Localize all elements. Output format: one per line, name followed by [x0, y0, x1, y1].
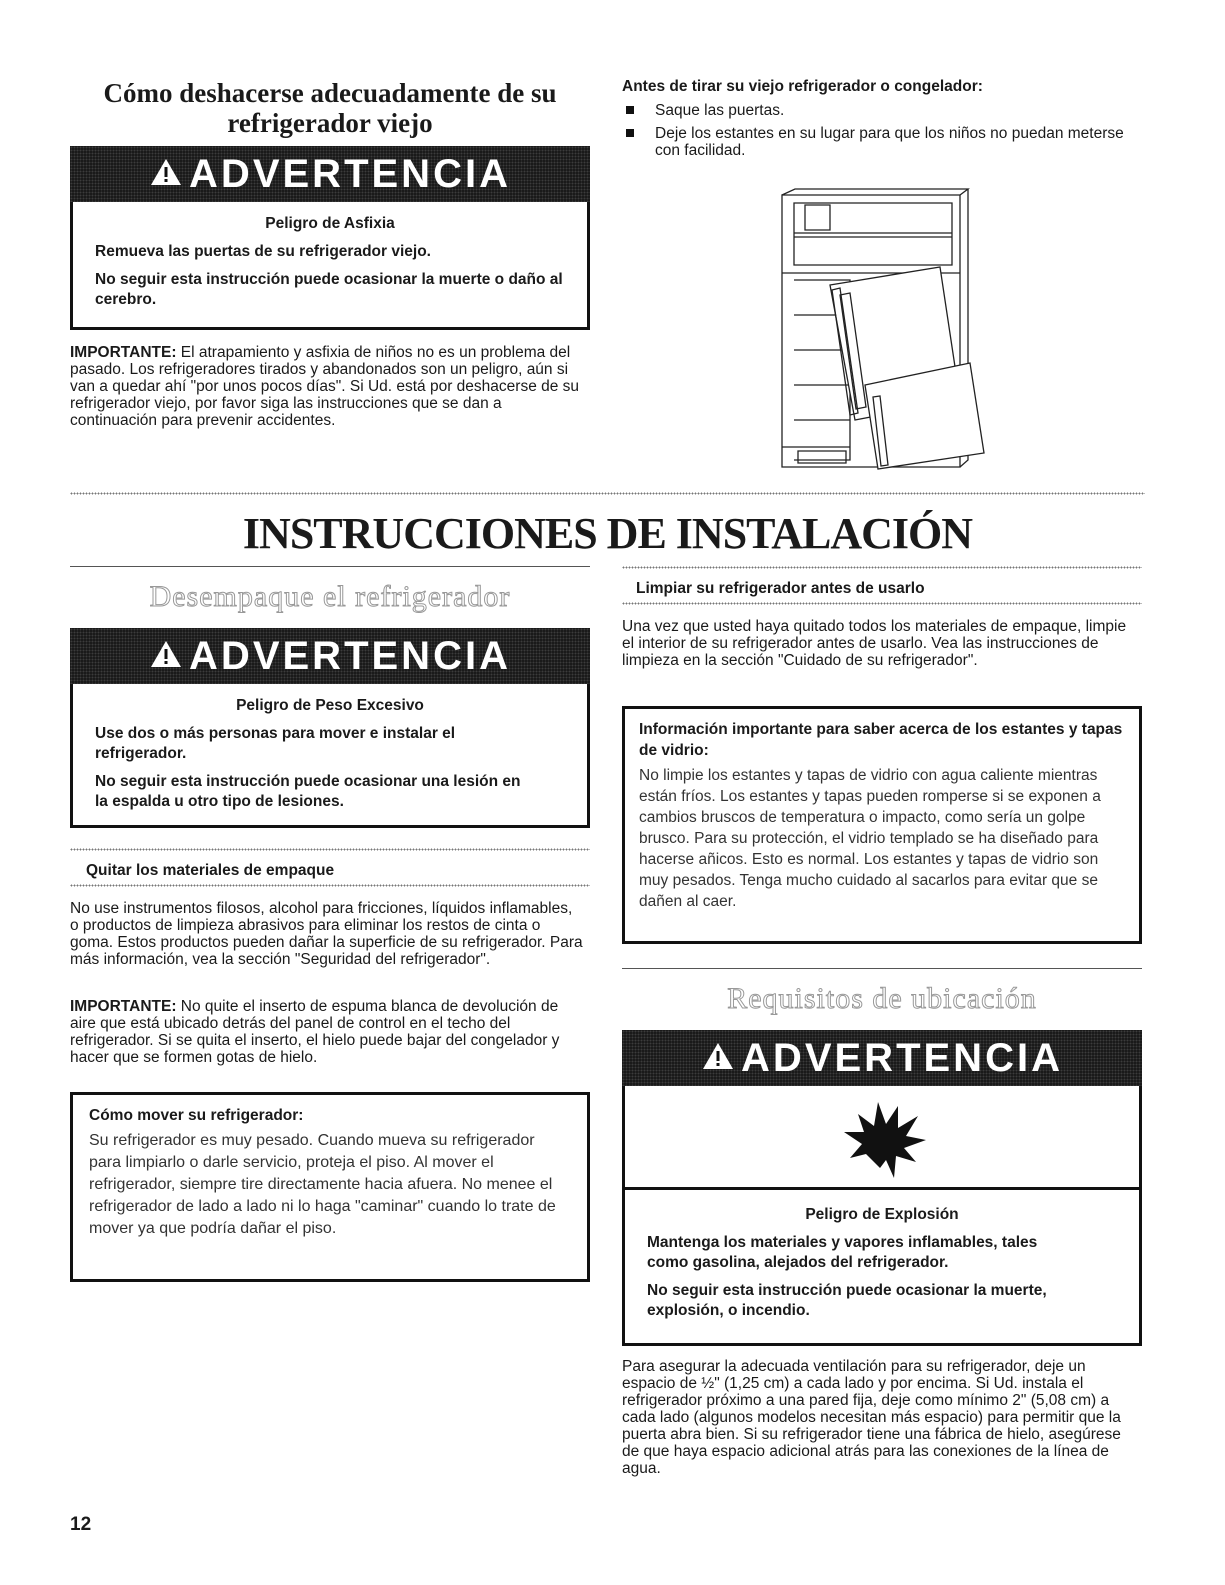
explosion-warning-box [622, 1030, 1142, 1346]
hazard-title: Peligro de Explosión [805, 1206, 959, 1223]
location-section-rule [622, 968, 1142, 969]
explosion-symbol-area [625, 1086, 1139, 1190]
bullet-item: Saque las puertas. [622, 102, 1132, 119]
important-text: No quite el inserto de espuma blanca de devolución de aire que está ubicado detrás del panel de control en el techo del refrigerador. Si se quita el inserto, el hielo puede bajar del congelador y hacer que se formen gotas de hielo. [70, 998, 560, 1066]
warning-banner [70, 628, 590, 684]
warning-line-1: Remueva las puertas de su refrigerador viejo. [95, 243, 431, 260]
warning-triangle-icon [701, 1041, 735, 1071]
packaging-paragraph: No use instrumentos filosos, alcohol para fricciones, líquidos inflamables, o productos de limpieza abrasivos para eliminar los restos de cinta o goma. Estos productos pueden dañar la superficie de su refrigerador. Para más información, vea la sección "Seguridad del refrigerador". [70, 900, 583, 968]
before-disposal-list [622, 102, 1132, 165]
before-disposal-heading: Antes de tirar su viejo refrigerador o congelador: [622, 78, 983, 95]
warning-banner-text: ADVERTENCIA [189, 152, 511, 196]
warning-line-2: No seguir esta instrucción puede ocasionar la muerte o daño al cerebro. [95, 271, 563, 308]
refrigerator-doors-removed-illustration [770, 185, 990, 475]
packaging-rule-top [70, 848, 590, 851]
clean-paragraph: Una vez que usted haya quitado todos los materiales de empaque, limpie el interior de su refrigerador antes de usarlo. Vea las instrucciones de limpieza en la sección "Cuidado de su refrigerador". [622, 618, 1127, 669]
bullet-item: Deje los estantes en su lugar para que los niños no puedan meterse con facilidad. [622, 125, 1132, 159]
warning-body [73, 202, 587, 327]
warning-banner-text: ADVERTENCIA [741, 1036, 1063, 1080]
clean-rule-top [622, 566, 1142, 569]
warning-body [625, 1193, 1139, 1343]
foam-insert-paragraph [70, 998, 585, 1066]
warning-line-1: Mantenga los materiales y vapores inflamables, tales como gasolina, alejados del refrigerador. [647, 1234, 1038, 1271]
moving-refrigerator-box [70, 1092, 590, 1282]
glass-shelves-box [622, 706, 1142, 944]
important-label: IMPORTANTE: [70, 998, 177, 1015]
disposal-important-paragraph [70, 344, 585, 429]
unpack-section-title: Desempaque el refrigerador [149, 580, 511, 613]
explosion-icon [840, 1096, 930, 1181]
disposal-title-line1: Cómo deshacerse adecuadamente de su [103, 78, 557, 108]
important-label: IMPORTANTE: [70, 344, 177, 361]
moving-box-title: Cómo mover su refrigerador: [89, 1107, 304, 1124]
glass-box-title: Información importante para saber acerca de los estantes y tapas de vidrio: [639, 721, 1123, 759]
hazard-title: Peligro de Asfixia [265, 215, 395, 232]
disposal-title-line2: refrigerador viejo [227, 108, 433, 138]
page-number: 12 [70, 1514, 92, 1535]
warning-line-2: No seguir esta instrucción puede ocasionar una lesión en la espalda u otro tipo de lesiones. [95, 773, 521, 810]
warning-banner-text: ADVERTENCIA [189, 634, 511, 678]
glass-box-text: No limpie los estantes y tapas de vidrio con agua caliente mientras están fríos. Los estantes y tapas pueden romperse si se exponen a cambios bruscos de temperatura o impacto, como sería un golpe brusco. Para su protección, el vidrio templado se ha diseñado para hacerse añicos. Esto es normal. Los estantes y tapas de vidrio son muy pesados. Tenga mucho cuidado al sacarlos para evitar que se dañen al caer. [639, 767, 1101, 910]
warning-banner [70, 146, 590, 202]
excess-weight-warning-box [70, 628, 590, 828]
top-section-divider [70, 492, 1145, 495]
warning-body [73, 684, 587, 825]
clean-rule-bottom [622, 602, 1142, 605]
packaging-heading: Quitar los materiales de empaque [86, 862, 335, 879]
warning-triangle-icon [149, 639, 183, 669]
hazard-title: Peligro de Peso Excesivo [236, 697, 424, 714]
important-text: El atrapamiento y asfixia de niños no es un problema del pasado. Los refrigeradores tirados y abandonados son un peligro, aún si van a quedar ahí "por unos pocos días". Si Ud. está por deshacerse de su refrigerador viejo, por favor siga las instrucciones que se dan a continuación para prevenir accidentes. [70, 344, 580, 429]
warning-line-1: Use dos o más personas para mover e instalar el refrigerador. [95, 725, 456, 762]
location-section-title: Requisitos de ubicación [727, 982, 1037, 1015]
suffocation-warning-box [70, 146, 590, 330]
packaging-rule-bottom [70, 884, 590, 887]
moving-box-text: Su refrigerador es muy pesado. Cuando mueva su refrigerador para limpiarlo o darle servicio, proteja el piso. Al mover el refrigerador, siempre tire directamente hacia afuera. No menee el refrigerador de lado a lado ni lo haga "caminar" cuando lo trate de mover ya que podría dañar el piso. [89, 1132, 556, 1237]
installation-instructions-title: INSTRUCCIONES DE INSTALACIÓN [242, 509, 973, 558]
warning-line-2: No seguir esta instrucción puede ocasionar la muerte, explosión, o incendio. [647, 1282, 1047, 1319]
clean-heading: Limpiar su refrigerador antes de usarlo [636, 580, 925, 597]
disposal-title [70, 78, 590, 138]
left-section-rule [70, 566, 590, 567]
warning-triangle-icon [149, 157, 183, 187]
location-paragraph: Para asegurar la adecuada ventilación para su refrigerador, deje un espacio de ½" (1,25 cm) a cada lado y por encima. Si Ud. instala el refrigerador próximo a una pared fija, deje como mínimo 2" (5,08 cm) a cada lado (algunos modelos necesitan más espacio) para permitir que la puerta abra bien. Si su refrigerador tiene una fábrica de hielo, asegúrese de que haya espacio adicional atrás para las conexiones de la línea de agua. [622, 1358, 1121, 1477]
warning-banner [622, 1030, 1142, 1086]
